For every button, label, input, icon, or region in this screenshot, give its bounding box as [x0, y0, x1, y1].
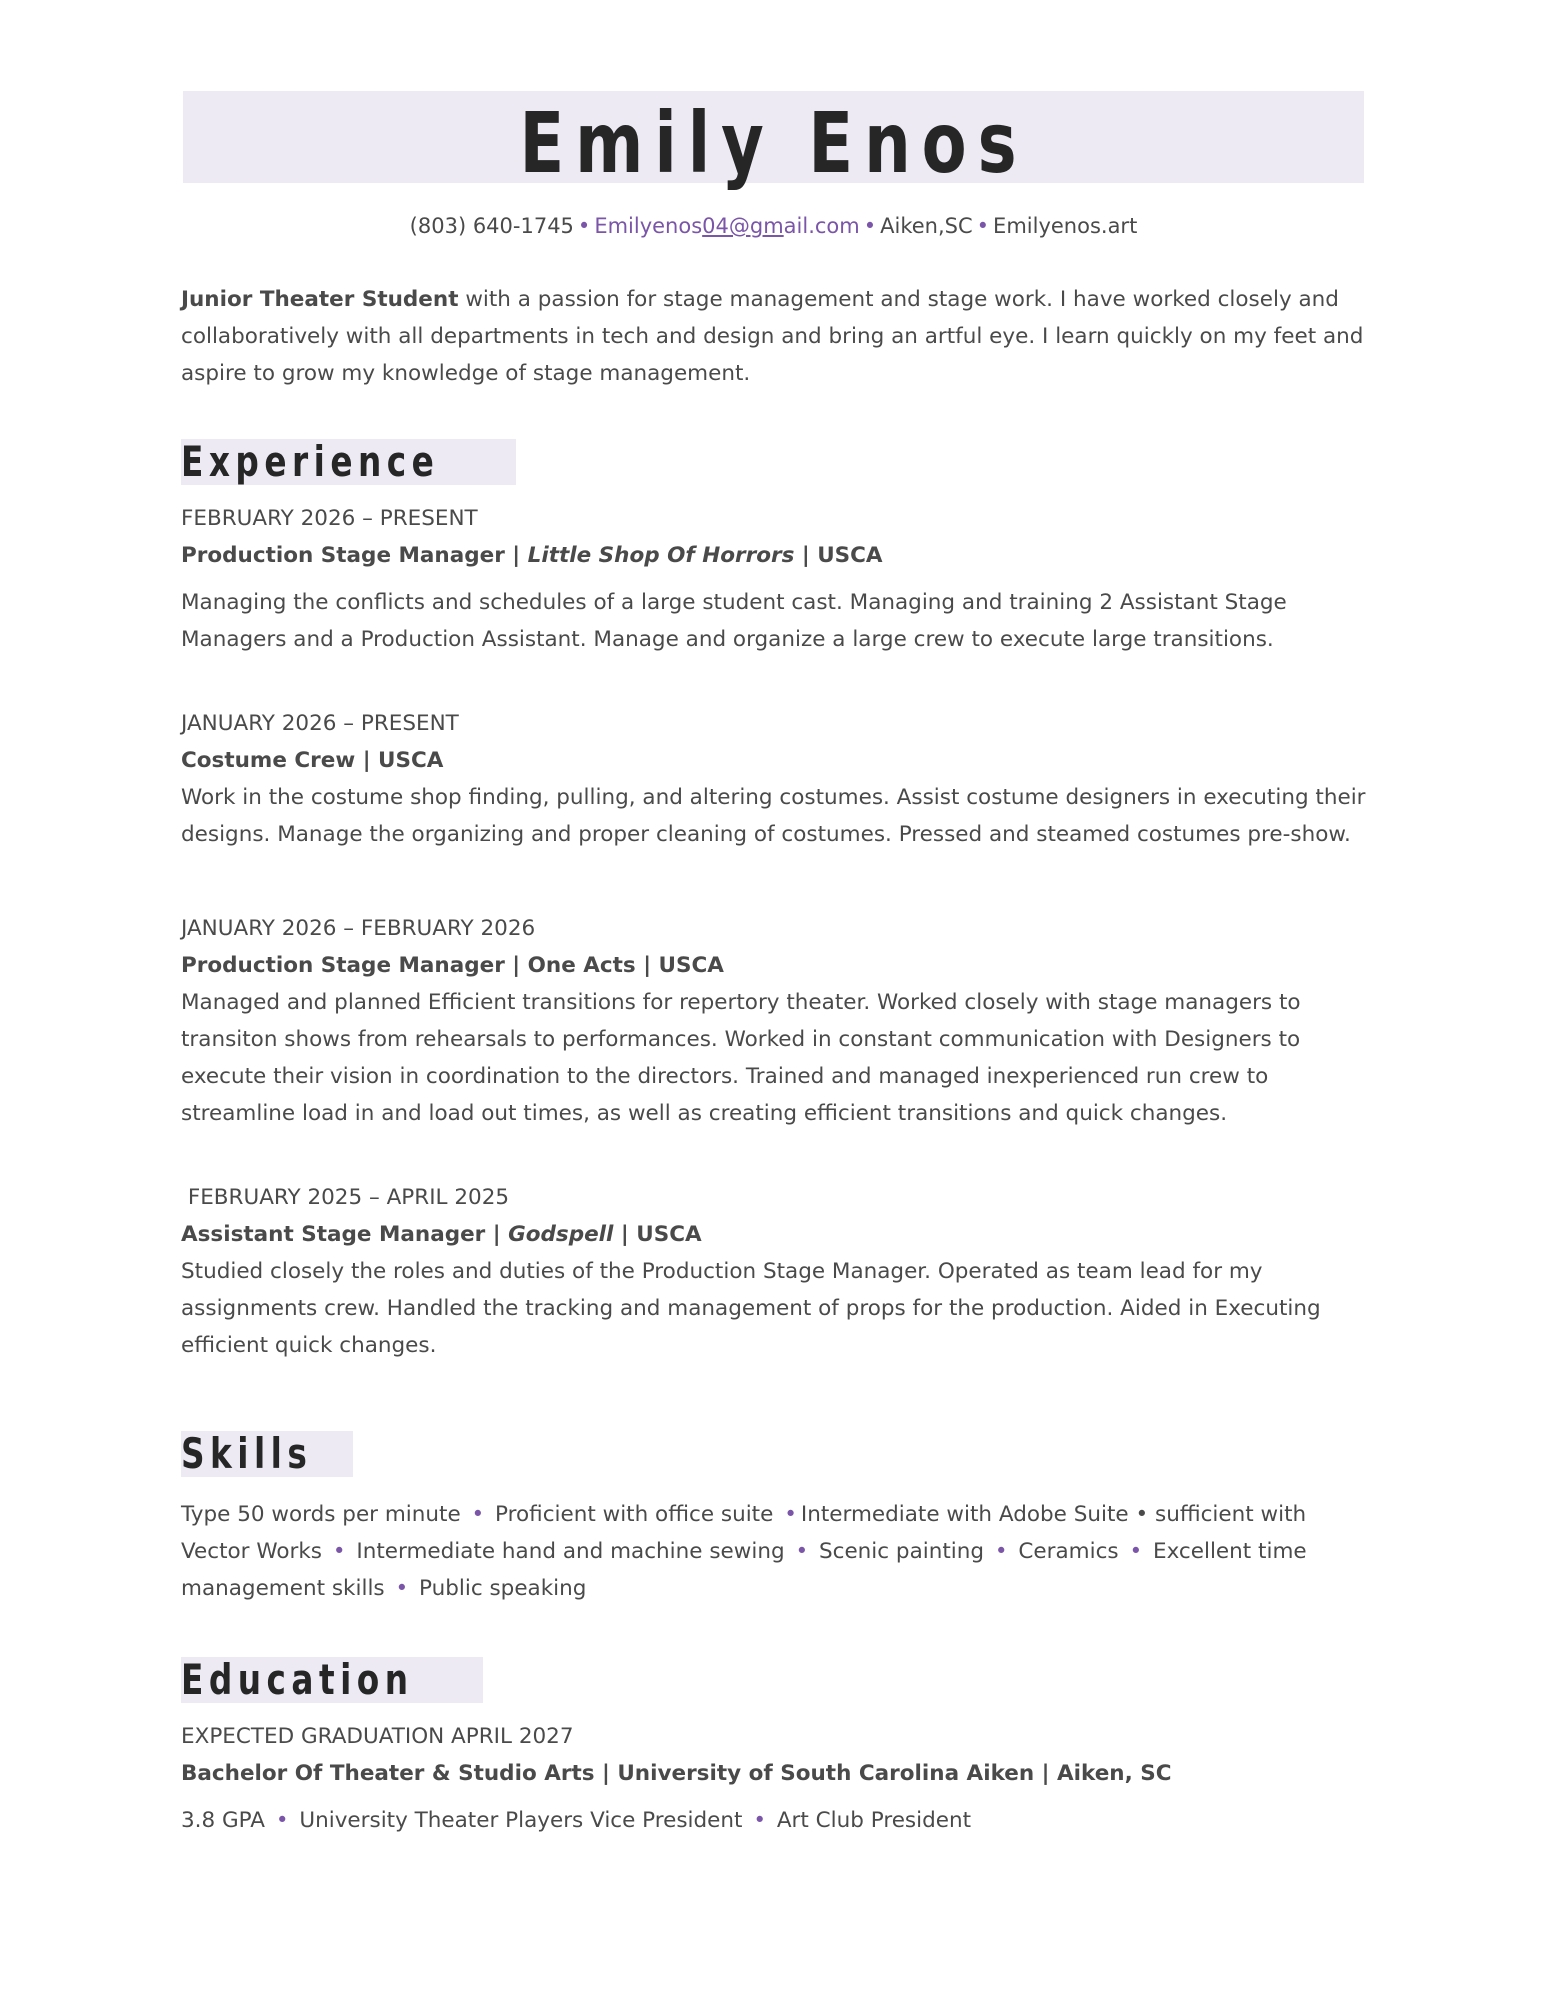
summary-paragraph	[181, 281, 1366, 392]
entry-description: Work in the costume shop finding, pulling, and altering costumes. Assist costume designers in executing their designs. Manage the organizing and proper cleaning of costumes. Pressed and steamed costumes pre-show.	[181, 785, 1366, 847]
skill-item: Public speaking	[419, 1576, 587, 1601]
entry-title: Production Stage Manager | Little Shop Of Horrors | USCA	[181, 543, 883, 568]
experience-entry-2	[181, 705, 1366, 853]
entry-title: Assistant Stage Manager | Godspell | USCA	[181, 1222, 702, 1247]
entry-date: JANUARY 2026 – FEBRUARY 2026	[181, 916, 536, 941]
bullet-separator: •	[395, 1576, 409, 1601]
location: Aiken,SC	[880, 214, 973, 238]
skill-item: Excellent time management skills	[181, 1539, 1307, 1601]
bullet-separator: •	[275, 1808, 289, 1833]
education-entry	[181, 1718, 1366, 1839]
entry-date: FEBRUARY 2026 – PRESENT	[181, 506, 478, 531]
bullet-separator: •	[1129, 1539, 1143, 1564]
education-date: EXPECTED GRADUATION APRIL 2027	[181, 1724, 574, 1749]
summary-text: with a passion for stage management and stage work. I have worked closely and collaboratively with all departments in tech and design and bring an artful eye. I learn quickly on my feet and aspire to grow my knowledge of stage management.	[181, 287, 1364, 386]
contact-line	[181, 211, 1366, 241]
entry-date: JANUARY 2026 – PRESENT	[181, 711, 459, 736]
education-details: 3.8 GPA • University Theater Players Vice President • Art Club President	[181, 1808, 972, 1833]
bullet-separator: •	[795, 1539, 809, 1564]
bullet-separator: •	[976, 214, 990, 238]
entry-description: Managed and planned Efficient transitions for repertory theater. Worked closely with stage managers to transiton shows from rehearsals to performances. Worked in constant communication with Designers to execute their vision in coordination to the directors. Trained and managed inexperienced run crew to streamline load in and load out times, as well as creating efficient transitions and quick changes.	[181, 990, 1301, 1126]
entry-title: Costume Crew | USCA	[181, 748, 444, 773]
entry-date: FEBRUARY 2025 – APRIL 2025	[181, 1185, 510, 1210]
resume-name: Emily Enos	[519, 94, 1028, 192]
bullet-separator: •	[332, 1539, 346, 1564]
entry-title: Production Stage Manager | One Acts | USCA	[181, 953, 724, 978]
entry-description: Studied closely the roles and duties of the Production Stage Manager. Operated as team lead for my assignments crew. Handled the tracking and management of props for the production. Aided in Executing efficient quick changes.	[181, 1259, 1321, 1358]
website-link[interactable]: Emilyenos.art	[993, 214, 1138, 238]
skills-list	[181, 1496, 1366, 1607]
experience-entry-4	[181, 1179, 1366, 1364]
bullet-separator: •	[1135, 1502, 1149, 1527]
bullet-separator: •	[577, 214, 591, 238]
skill-item: Proficient with office suite	[495, 1502, 774, 1527]
skill-item: sufficient with Vector Works	[181, 1502, 1307, 1564]
experience-entry-3	[181, 910, 1366, 1132]
bullet-separator: •	[753, 1808, 766, 1833]
skill-item: Scenic painting	[818, 1539, 985, 1564]
skill-item: Intermediate hand and machine sewing	[356, 1539, 785, 1564]
skill-item: Type 50 words per minute	[181, 1502, 461, 1527]
entry-description: Managing the conflicts and schedules of a large student cast. Managing and training 2 Assistant Stage Managers and a Production Assistant. Manage and organize a large crew to execute large transitions.	[181, 590, 1287, 652]
bullet-separator: •	[863, 214, 877, 238]
bullet-separator: •	[784, 1502, 797, 1527]
email-link[interactable]: Emilyenos04@gmail.com	[594, 214, 860, 238]
bullet-separator: •	[471, 1502, 485, 1527]
summary-lead: Junior Theater Student	[181, 287, 459, 312]
experience-heading: Experience	[181, 439, 516, 485]
phone-number: (803) 640-1745	[409, 214, 574, 238]
education-heading: Education	[181, 1657, 483, 1703]
skill-item: Intermediate with Adobe Suite	[800, 1502, 1129, 1527]
skills-heading: Skills	[181, 1431, 353, 1477]
skill-item: Ceramics	[1018, 1539, 1119, 1564]
experience-entry-1	[181, 500, 1366, 658]
bullet-separator: •	[994, 1539, 1008, 1564]
education-degree: Bachelor Of Theater & Studio Arts | University of South Carolina Aiken | Aiken, SC	[181, 1761, 1172, 1786]
